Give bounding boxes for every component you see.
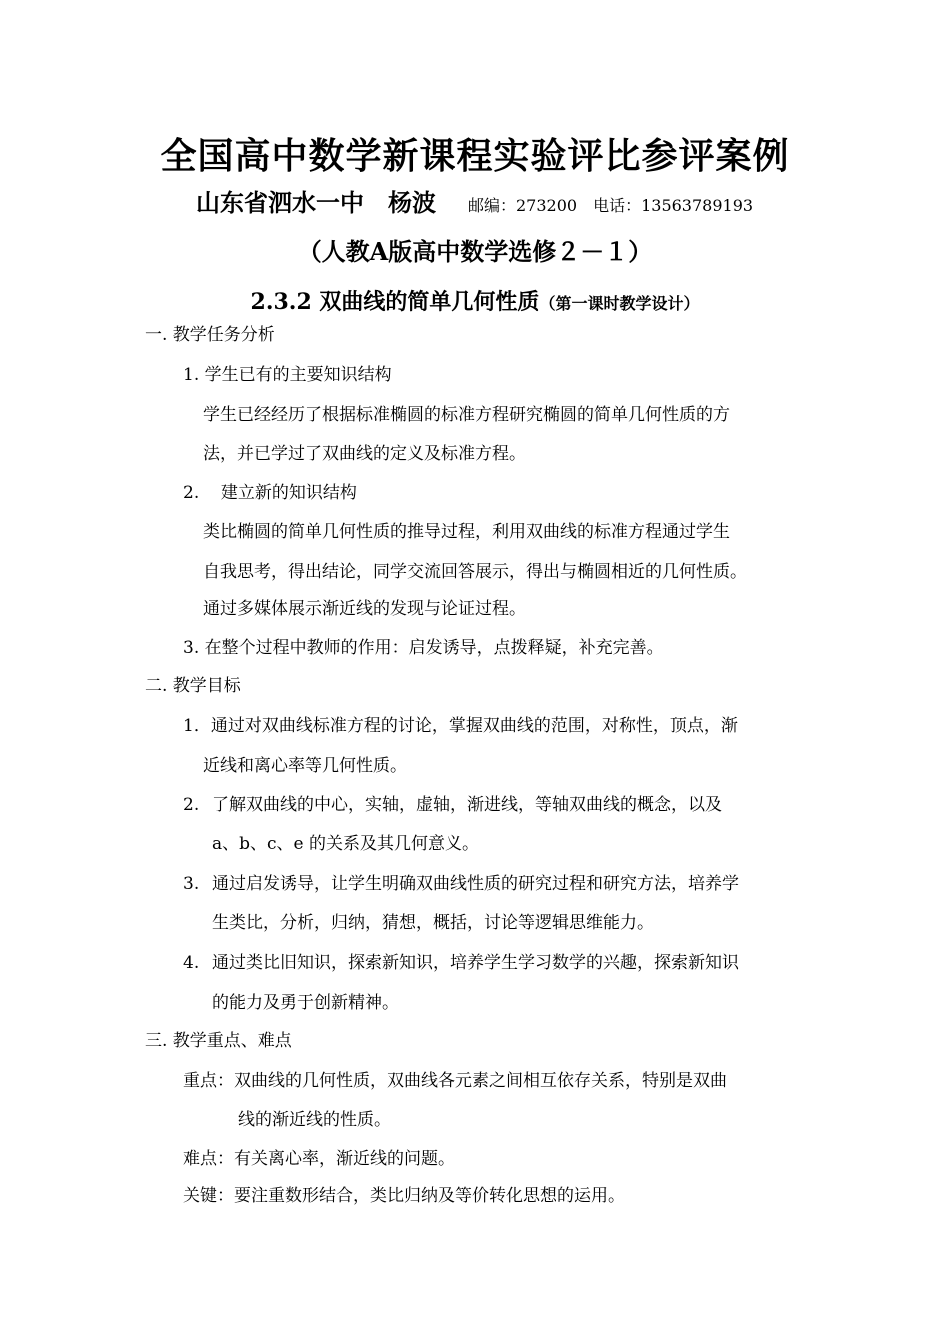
section1-item1-line1: 学生已经经历了根据标准椭圆的标准方程研究椭圆的简单几何性质的方 [203, 405, 730, 425]
lesson-title-text: 2.3.2 双曲线的简单几何性质 [250, 289, 540, 315]
goal4-line1: 通过类比旧知识，探索新知识，培养学生学习数学的兴趣，探索新知识 [212, 953, 739, 973]
goal3-line1: 通过启发诱导，让学生明确双曲线性质的研究过程和研究方法，培养学 [212, 874, 739, 894]
lesson-title-note: （第一课时教学设计） [539, 294, 700, 313]
textbook-edition: （人教A版高中数学选修２－１） [297, 237, 653, 266]
section1-item2-line2: 自我思考，得出结论，同学交流回答展示，得出与椭圆相近的几何性质。 [203, 562, 747, 582]
goal3-number: 3. [183, 874, 200, 894]
author-line [196, 183, 753, 218]
section1-item1-title: 1. 学生已有的主要知识结构 [183, 365, 392, 385]
key-point-line1: 重点：双曲线的几何性质，双曲线各元素之间相互依存关系，特别是双曲 [183, 1071, 727, 1091]
section1-item2-title: 2. 建立新的知识结构 [183, 483, 357, 503]
goal1-line1: 1．通过对双曲线标准方程的讨论，掌握双曲线的范围，对称性，顶点，渐 [183, 716, 738, 736]
author-contact: 邮编：273200 电话：13563789193 [468, 196, 754, 215]
crux-point: 关键：要注重数形结合，类比归纳及等价转化思想的运用。 [183, 1186, 625, 1206]
section1-heading: 一. 教学任务分析 [145, 325, 275, 345]
author-name: 山东省泗水一中 杨波 [196, 188, 436, 217]
section1-item3: 3. 在整个过程中教师的作用：启发诱导，点拨释疑，补充完善。 [183, 638, 664, 658]
goal2-number: 2. [183, 795, 200, 815]
goal4-line2: 的能力及勇于创新精神。 [212, 993, 399, 1013]
difficulty-point: 难点：有关离心率，渐近线的问题。 [183, 1149, 455, 1169]
section3-heading: 三. 教学重点、难点 [145, 1031, 292, 1051]
key-point-line2: 线的渐近线的性质。 [238, 1110, 391, 1130]
section1-item2-line3: 通过多媒体展示渐近线的发现与论证过程。 [203, 599, 526, 619]
goal2-line1: 了解双曲线的中心，实轴，虚轴，渐进线，等轴双曲线的概念，以及 [212, 795, 722, 815]
document-title: 全国高中数学新课程实验评比参评案例 [160, 135, 790, 177]
goal4-number: 4. [183, 953, 200, 973]
section1-item2-line1: 类比椭圆的简单几何性质的推导过程，利用双曲线的标准方程通过学生 [203, 522, 730, 542]
section1-item1-line2: 法，并已学过了双曲线的定义及标准方程。 [203, 444, 526, 464]
goal1-line2: 近线和离心率等几何性质。 [203, 756, 407, 776]
section2-heading: 二. 教学目标 [145, 676, 241, 696]
goal2-line2: a、b、c、e 的关系及其几何意义。 [212, 834, 480, 854]
goal3-line2: 生类比，分析，归纳，猜想，概括，讨论等逻辑思维能力。 [212, 913, 654, 933]
lesson-title [0, 285, 950, 316]
